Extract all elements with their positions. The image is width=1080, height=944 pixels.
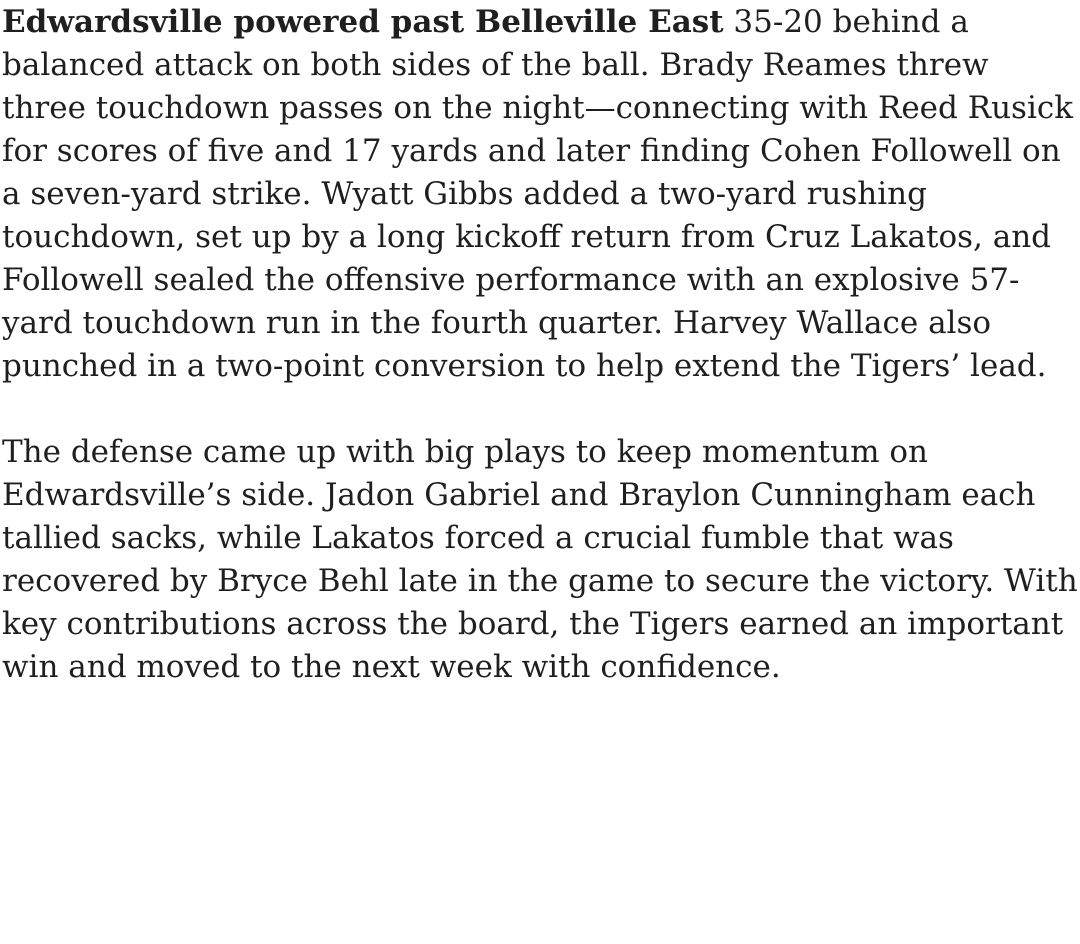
paragraph-2 [2, 431, 1078, 689]
paragraph-1 [2, 1, 1078, 388]
body-text: The defense came up with big plays to keep momentum on Edwardsville’s side. Jadon Gabriel and Braylon Cunningham each tallied sacks, while Lakatos forced a crucial fumble that was recovered by Bryce Behl late in the game to secure the victory. With key contributions across the board, the Tigers earned an important win and moved to the next week with confidence. [2, 434, 1078, 685]
bold-lead-text: Edwardsville powered past Belleville East [2, 4, 724, 40]
body-text: 35-20 behind a balanced attack on both sides of the ball. Brady Reames threw three touchdown passes on the night—connecting with Reed Rusick for scores of five and 17 yards and later finding Cohen Followell on a seven-yard strike. Wyatt Gibbs added a two-yard rushing touchdown, set up by a long kickoff return from Cruz Lakatos, and Followell sealed the offensive performance with an explosive 57-yard touchdown run in the fourth quarter. Harvey Wallace also punched in a two-point conversion to help extend the Tigers’ lead. [2, 4, 1073, 384]
